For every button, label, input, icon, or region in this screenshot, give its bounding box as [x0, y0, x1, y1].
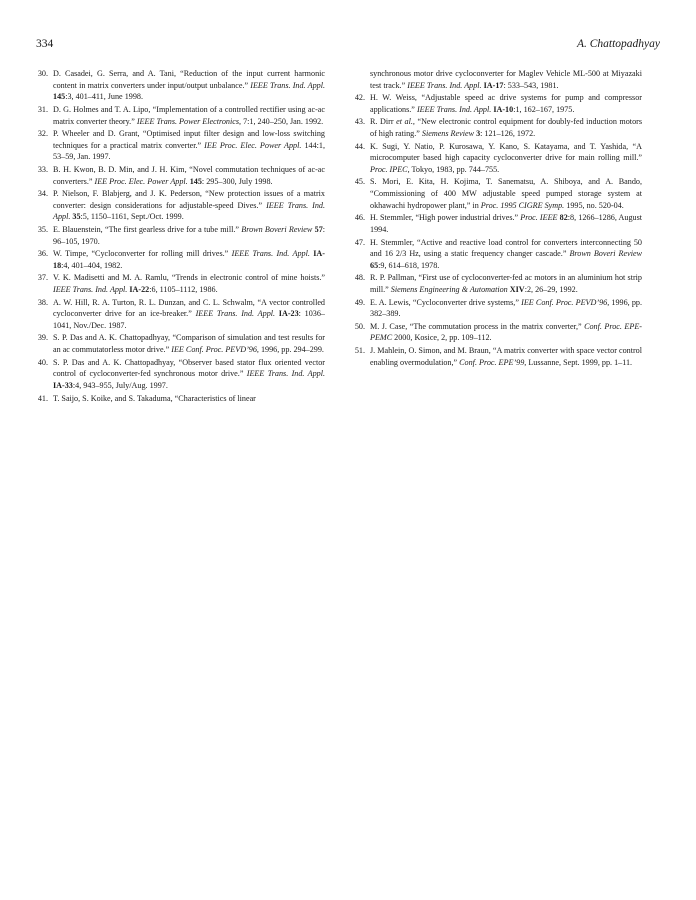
reference-text	[53, 393, 325, 405]
citation-source: IEEE Trans. Power Electronics	[136, 116, 239, 126]
reference-segment: :4, 943–955, July/Aug. 1997.	[72, 380, 168, 390]
reference-entry	[29, 297, 325, 332]
reference-entry	[346, 68, 642, 91]
volume-number: 145	[53, 92, 66, 102]
volume-number: IA-17	[483, 80, 504, 90]
reference-entry	[29, 224, 325, 247]
reference-segment: R. P. Pallman, “First use of cycloconverter-fed ac motors in an aluminium hot strip mill.”	[370, 273, 642, 295]
reference-entry	[29, 332, 325, 355]
citation-source: IEE Proc. Elec. Power Appl.	[204, 140, 302, 150]
reference-segment: E. A. Lewis, “Cycloconverter drive systems,”	[370, 297, 522, 307]
reference-number: 32.	[37, 129, 48, 139]
reference-number: 36.	[37, 249, 48, 259]
reference-text	[53, 68, 325, 103]
reference-segment: :4, 401–404, 1982.	[61, 260, 123, 270]
reference-text	[370, 237, 642, 272]
citation-source: IEEE Trans. Ind. Appl.	[195, 309, 276, 319]
reference-text	[370, 92, 642, 115]
reference-segment: : 96–105, 1970.	[53, 224, 326, 246]
reference-segment: :9, 614–618, 1978.	[378, 260, 440, 270]
citation-source: Proc. IPEC	[370, 164, 408, 174]
reference-segment: :3, 401–411, June 1998.	[65, 92, 143, 102]
citation-source: IEEE Trans. Ind. Appl.	[53, 285, 128, 295]
reference-number: 41.	[37, 393, 48, 403]
reference-text	[53, 357, 325, 392]
reference-entry	[346, 116, 642, 139]
reference-text	[370, 116, 642, 139]
reference-entry	[29, 164, 325, 187]
reference-entry	[29, 188, 325, 223]
reference-segment: :8, 1266–1286, August 1994.	[370, 213, 642, 234]
volume-number: 145	[189, 176, 202, 186]
reference-segment: :6, 1105–1112, 1986.	[149, 285, 218, 295]
reference-entry	[29, 248, 325, 271]
reference-number: 31.	[37, 104, 48, 114]
reference-segment: P. Nielson, F. Blabjerg, and J. K. Pederson, “New protection issues of a matrix converter: design considerations for adjustable-speed Dives.”	[53, 189, 325, 210]
reference-text	[370, 272, 642, 295]
reference-text	[53, 224, 325, 247]
reference-entry	[346, 321, 642, 344]
reference-text	[370, 212, 642, 235]
reference-segment: : 121–126, 1972.	[480, 129, 536, 139]
reference-number: 35.	[37, 224, 48, 234]
running-author: A. Chattopadhyay	[576, 38, 660, 50]
reference-number: 39.	[37, 333, 48, 343]
reference-entry	[29, 68, 325, 103]
reference-text	[53, 297, 325, 332]
reference-entry	[29, 128, 325, 163]
reference-entry	[29, 272, 325, 295]
reference-text	[370, 297, 642, 320]
page-header	[36, 38, 660, 54]
reference-segment: R. Dirr	[370, 117, 397, 127]
citation-source: Conf. Proc. EPE-PEMC	[370, 321, 643, 343]
volume-number: IA-22	[129, 285, 150, 295]
citation-source: Conf. Proc. EPE’99	[459, 357, 525, 367]
reference-number: 40.	[37, 357, 48, 367]
citation-source: IEEE Trans. Ind. Appl.	[407, 80, 482, 90]
reference-segment: :1, 162–167, 1975.	[513, 104, 575, 114]
reference-segment: W. Timpe, “Cycloconverter for rolling mill drives.”	[53, 249, 232, 259]
reference-segment: H. Stemmler, “High power industrial drives.”	[370, 213, 521, 223]
citation-source: IEE Conf. Proc. PEVD’96	[171, 345, 257, 355]
citation-source: Proc. 1995 CIGRE Symp.	[480, 200, 565, 210]
citation-source: IEE Proc. Elec. Power Appl.	[94, 176, 188, 186]
reference-entry	[346, 92, 642, 115]
reference-segment: : 295–300, July 1998.	[201, 176, 273, 186]
citation-source: IEE Conf. Proc. PEVD’96	[521, 297, 608, 307]
reference-entry	[346, 212, 642, 235]
references-left-column	[29, 68, 325, 405]
volume-number: XIV	[509, 285, 525, 295]
reference-text	[370, 321, 642, 344]
reference-segment: B. H. Kwon, B. D. Min, and J. H. Kim, “Novel commutation techniques of ac-ac converters.”	[53, 164, 325, 186]
reference-number: 33.	[37, 164, 48, 174]
reference-segment: , “New electronic control equipment for doubly-fed induction motors of high rating.”	[370, 117, 642, 139]
reference-entry	[346, 237, 642, 272]
reference-text	[53, 188, 325, 223]
reference-entry	[346, 345, 642, 368]
reference-number: 37.	[37, 273, 48, 283]
reference-text	[53, 128, 325, 163]
reference-number: 30.	[37, 69, 48, 78]
citation-source: Brown Boveri Review	[241, 224, 313, 234]
citation-source: Siemens Review	[421, 129, 475, 139]
reference-number: 34.	[37, 189, 48, 199]
reference-entry	[346, 141, 642, 176]
reference-segment: synchronous motor drive cycloconverter for Maglev Vehicle ML-500 at Miyazaki test track.”	[370, 69, 642, 90]
reference-entry	[346, 297, 642, 320]
reference-segment: , 1996, pp. 294–299.	[256, 345, 324, 355]
reference-number: 51.	[354, 346, 365, 355]
reference-segment: V. K. Madisetti and M. A. Ramlu, “Trends in electronic control of mine hoists.”	[53, 273, 325, 283]
reference-text	[370, 176, 642, 211]
reference-text	[53, 332, 325, 355]
references-right-column	[346, 68, 642, 369]
reference-segment: 2000, Kosice, 2, pp. 109–112.	[392, 333, 492, 343]
reference-segment: S. P. Das and A. K. Chattopadhyay, “Observer based stator flux oriented vector control of cycloconverter-fed synchronous motor drive.”	[53, 357, 325, 379]
citation-source: Siemens Engineering & Automation	[390, 285, 508, 295]
reference-segment: D. Casadei, G. Serra, and A. Tani, “Reduction of the input current harmonic content in matrix converters under input/output unbalance.”	[53, 69, 325, 90]
volume-number: 57	[314, 224, 323, 234]
volume-number: 35	[72, 212, 81, 222]
reference-text	[53, 104, 325, 127]
reference-segment: :2, 26–29, 1992.	[524, 285, 578, 295]
reference-segment: S. P. Das and A. K. Chattopadhyay, “Comparison of simulation and test results for an ac commutatorless motor drive.”	[53, 333, 325, 355]
reference-segment: H. Stemmler, “Active and reactive load control for converters interconnecting 50 and 16 2/3 Hz, using a static frequency changer cascade.”	[370, 237, 642, 259]
reference-segment: J. Mahlein, O. Simon, and M. Braun, “A matrix converter with space vector control enabling overmodulation,”	[370, 346, 642, 367]
citation-source: IEEE Trans. Ind. Appl.	[246, 369, 325, 379]
citation-source: et al.	[396, 117, 413, 127]
reference-segment: D. G. Holmes and T. A. Lipo, “Implementation of a controlled rectifier using ac-ac matrix converter theory.”	[53, 104, 325, 126]
volume-number: IA-10	[493, 104, 514, 114]
reference-segment: A. W. Hill, R. A. Turton, R. L. Dunzan, and C. L. Schwalm, “A vector controlled cycloconverter drive for an ice-breaker.”	[53, 297, 325, 319]
reference-text	[370, 345, 642, 368]
citation-source: IEEE Trans. Ind. Appl.	[250, 80, 325, 90]
reference-entry	[346, 272, 642, 295]
volume-number: IA-23	[278, 309, 299, 319]
reference-number: 50.	[354, 321, 365, 331]
reference-number: 46.	[354, 213, 365, 223]
reference-segment: , 1996, pp. 382–389.	[370, 297, 643, 319]
reference-segment: 1995, no. 520-04.	[564, 200, 624, 210]
citation-source: IEEE Trans. Ind. Appl.	[416, 104, 492, 114]
reference-segment: S. Mori, E. Kita, H. Kojima, T. Sanematsu, A. Shiboya, and A. Bando, “Commissioning of 400 MW adjustable speed pumped storage system at okhawachi hydropower plant,” in	[370, 177, 642, 210]
volume-number: IA-33	[53, 380, 73, 390]
reference-number: 45.	[354, 177, 365, 187]
reference-segment: T. Saijo, S. Koike, and S. Takaduma, “Characteristics of linear	[53, 393, 256, 403]
reference-segment: :5, 1150–1161, Sept./Oct. 1999.	[80, 212, 184, 222]
reference-segment: , Lussanne, Sept. 1999, pp. 1–11.	[524, 357, 633, 367]
reference-text	[370, 141, 642, 176]
reference-text	[53, 272, 325, 295]
reference-segment: M. J. Case, “The commutation process in the matrix converter,”	[370, 321, 585, 331]
reference-segment: E. Blauenstein, “The first gearless drive for a tube mill.”	[53, 224, 242, 234]
volume-number: 82	[559, 213, 568, 223]
reference-number: 49.	[354, 297, 365, 307]
reference-segment: , Tokyo, 1983, pp. 744–755.	[407, 164, 500, 174]
volume-number: 3	[476, 129, 481, 139]
citation-source: Brown Boveri Review	[569, 249, 642, 259]
reference-text	[370, 68, 642, 91]
reference-text	[53, 248, 325, 271]
reference-segment: H. W. Weiss, “Adjustable speed ac drive systems for pump and compressor applications.”	[370, 93, 642, 114]
reference-entry	[29, 357, 325, 392]
reference-entry	[346, 176, 642, 211]
reference-number: 48.	[354, 273, 365, 283]
reference-number: 42.	[354, 93, 365, 103]
reference-number: 44.	[354, 141, 365, 151]
reference-segment: : 1036–1041, Nov./Dec. 1987.	[53, 309, 325, 330]
reference-entry	[29, 104, 325, 127]
reference-text	[53, 164, 325, 187]
reference-number: 43.	[354, 117, 365, 127]
reference-number: 47.	[354, 237, 365, 247]
page-number: 334	[36, 38, 54, 50]
volume-number: IA-18	[53, 249, 325, 270]
citation-source: IEEE Trans. Ind. Appl.	[231, 249, 310, 259]
volume-number: 65	[370, 260, 379, 270]
reference-segment: 144:1, 53–59, Jan. 1997.	[53, 140, 325, 162]
citation-source: IEEE Trans. Ind. Appl.	[53, 200, 325, 222]
reference-segment: P. Wheeler and D. Grant, “Optimised input filter design and low-loss switching techniques for a practical matrix converter.”	[53, 129, 325, 150]
reference-segment: , 7:1, 240–250, Jan. 1992.	[239, 116, 324, 126]
reference-segment: : 533–543, 1981.	[503, 80, 559, 90]
reference-segment: K. Sugi, Y. Natio, P. Kurosawa, Y. Kano, S. Katayama, and T. Yashida, “A microcomputer based high capacity cycloconverter drive for main rolling mill.”	[370, 141, 642, 163]
reference-entry	[29, 393, 325, 405]
reference-number: 38.	[37, 297, 48, 307]
citation-source: Proc. IEEE	[520, 213, 558, 223]
